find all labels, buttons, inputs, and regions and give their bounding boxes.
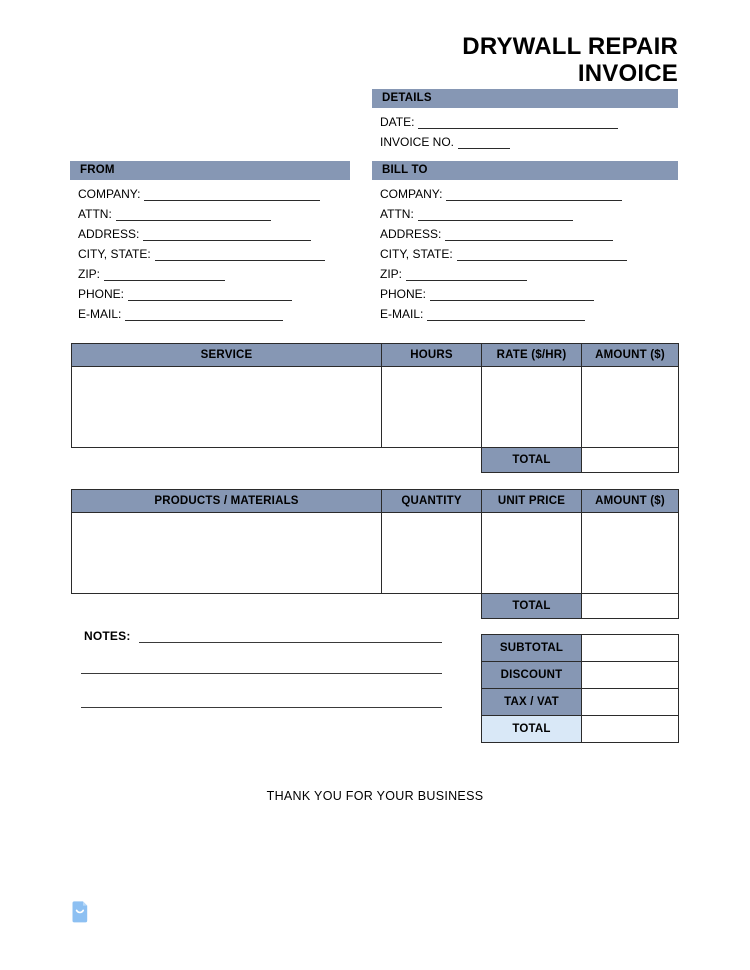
summary-row-discount xyxy=(482,662,679,689)
service-total-value[interactable] xyxy=(582,448,679,473)
from-field-input-1[interactable] xyxy=(116,209,271,221)
page-title xyxy=(300,33,678,87)
summary-label-2: TAX / VAT xyxy=(482,689,582,716)
materials-col-quantity: QUANTITY xyxy=(382,490,482,513)
from-field-label-3: CITY, STATE: xyxy=(78,247,151,261)
summary-row-tax-vat xyxy=(482,689,679,716)
service-table-total-row xyxy=(72,448,679,473)
materials-table xyxy=(71,489,679,619)
from-field-row-3 xyxy=(78,247,325,261)
materials-entry-amount[interactable] xyxy=(582,513,679,594)
summary-row-total xyxy=(482,716,679,743)
bill-to-section-header: BILL TO xyxy=(372,161,678,180)
bill-to-field-row-4 xyxy=(380,267,527,281)
from-field-label-6: E-MAIL: xyxy=(78,307,122,321)
from-field-input-0[interactable] xyxy=(144,189,320,201)
summary-label-0: SUBTOTAL xyxy=(482,635,582,662)
service-table-entry-row xyxy=(72,367,679,448)
materials-total-spacer-1 xyxy=(72,594,382,619)
from-field-row-2 xyxy=(78,227,311,241)
service-entry-description[interactable] xyxy=(72,367,382,448)
service-total-spacer-1 xyxy=(72,448,382,473)
service-entry-rate[interactable] xyxy=(482,367,582,448)
summary-value-0[interactable] xyxy=(582,635,679,662)
bill-to-field-label-6: E-MAIL: xyxy=(380,307,424,321)
from-field-label-0: COMPANY: xyxy=(78,187,141,201)
from-field-input-4[interactable] xyxy=(104,269,225,281)
materials-entry-unit-price[interactable] xyxy=(482,513,582,594)
bill-to-field-label-2: ADDRESS: xyxy=(380,227,442,241)
bill-to-field-row-3 xyxy=(380,247,627,261)
service-entry-amount[interactable] xyxy=(582,367,679,448)
from-field-row-5 xyxy=(78,287,292,301)
materials-col-products: PRODUCTS / MATERIALS xyxy=(72,490,382,513)
bill-to-field-row-1 xyxy=(380,207,573,221)
service-table xyxy=(71,343,679,473)
details-field-input-0[interactable] xyxy=(418,117,618,129)
bill-to-field-label-0: COMPANY: xyxy=(380,187,443,201)
summary-row-subtotal xyxy=(482,635,679,662)
materials-total-value[interactable] xyxy=(582,594,679,619)
details-field-row-0 xyxy=(380,115,618,129)
title-line-1: DRYWALL REPAIR xyxy=(462,33,678,60)
materials-table-entry-row xyxy=(72,513,679,594)
bill-to-field-input-1[interactable] xyxy=(418,209,573,221)
from-field-row-1 xyxy=(78,207,271,221)
service-col-amount: AMOUNT ($) xyxy=(582,344,679,367)
service-total-label: TOTAL xyxy=(482,448,582,473)
bill-to-field-label-1: ATTN: xyxy=(380,207,414,221)
from-field-row-6 xyxy=(78,307,283,321)
bill-to-field-label-5: PHONE: xyxy=(380,287,427,301)
thank-you-message: THANK YOU FOR YOUR BUSINESS xyxy=(266,789,484,803)
service-entry-hours[interactable] xyxy=(382,367,482,448)
notes-line-1[interactable] xyxy=(139,642,442,643)
notes-line-2[interactable] xyxy=(81,673,442,674)
title-line-2: INVOICE xyxy=(577,60,678,87)
summary-label-1: DISCOUNT xyxy=(482,662,582,689)
document-smile-icon xyxy=(68,900,92,924)
materials-total-spacer-2 xyxy=(382,594,482,619)
details-field-row-1 xyxy=(380,135,510,149)
materials-col-amount: AMOUNT ($) xyxy=(582,490,679,513)
from-field-row-0 xyxy=(78,187,320,201)
from-field-row-4 xyxy=(78,267,225,281)
bill-to-field-input-3[interactable] xyxy=(457,249,627,261)
details-section-header: DETAILS xyxy=(372,89,678,108)
bill-to-field-label-4: ZIP: xyxy=(380,267,403,281)
service-col-rate: RATE ($/HR) xyxy=(482,344,582,367)
materials-table-total-row xyxy=(72,594,679,619)
from-field-label-5: PHONE: xyxy=(78,287,125,301)
bill-to-field-row-5 xyxy=(380,287,594,301)
service-col-service: SERVICE xyxy=(72,344,382,367)
from-field-label-4: ZIP: xyxy=(78,267,101,281)
materials-total-label: TOTAL xyxy=(482,594,582,619)
bill-to-field-label-3: CITY, STATE: xyxy=(380,247,453,261)
summary-totals-table xyxy=(481,634,679,743)
from-field-input-6[interactable] xyxy=(125,309,283,321)
bill-to-field-input-5[interactable] xyxy=(430,289,594,301)
bill-to-field-input-2[interactable] xyxy=(445,229,613,241)
bill-to-field-row-6 xyxy=(380,307,585,321)
service-col-hours: HOURS xyxy=(382,344,482,367)
summary-value-3[interactable] xyxy=(582,716,679,743)
from-field-input-5[interactable] xyxy=(128,289,292,301)
document-smile-logo[interactable] xyxy=(68,900,92,924)
summary-value-2[interactable] xyxy=(582,689,679,716)
bill-to-field-input-4[interactable] xyxy=(406,269,527,281)
summary-value-1[interactable] xyxy=(582,662,679,689)
details-field-label-0: DATE: xyxy=(380,115,415,129)
materials-entry-quantity[interactable] xyxy=(382,513,482,594)
service-total-spacer-2 xyxy=(382,448,482,473)
bill-to-field-input-6[interactable] xyxy=(427,309,585,321)
bill-to-field-input-0[interactable] xyxy=(446,189,622,201)
from-section-header: FROM xyxy=(70,161,350,180)
materials-col-unit-price: UNIT PRICE xyxy=(482,490,582,513)
summary-label-3: TOTAL xyxy=(482,716,582,743)
materials-entry-description[interactable] xyxy=(72,513,382,594)
notes-label: NOTES: xyxy=(84,629,131,643)
bill-to-field-row-2 xyxy=(380,227,613,241)
from-field-label-2: ADDRESS: xyxy=(78,227,140,241)
materials-table-header-row xyxy=(72,490,679,513)
details-field-label-1: INVOICE NO. xyxy=(380,135,455,149)
service-table-header-row xyxy=(72,344,679,367)
from-field-input-3[interactable] xyxy=(155,249,325,261)
details-field-input-1[interactable] xyxy=(458,137,510,149)
from-field-label-1: ATTN: xyxy=(78,207,112,221)
from-field-input-2[interactable] xyxy=(143,229,311,241)
bill-to-field-row-0 xyxy=(380,187,622,201)
notes-line-3[interactable] xyxy=(81,707,442,708)
